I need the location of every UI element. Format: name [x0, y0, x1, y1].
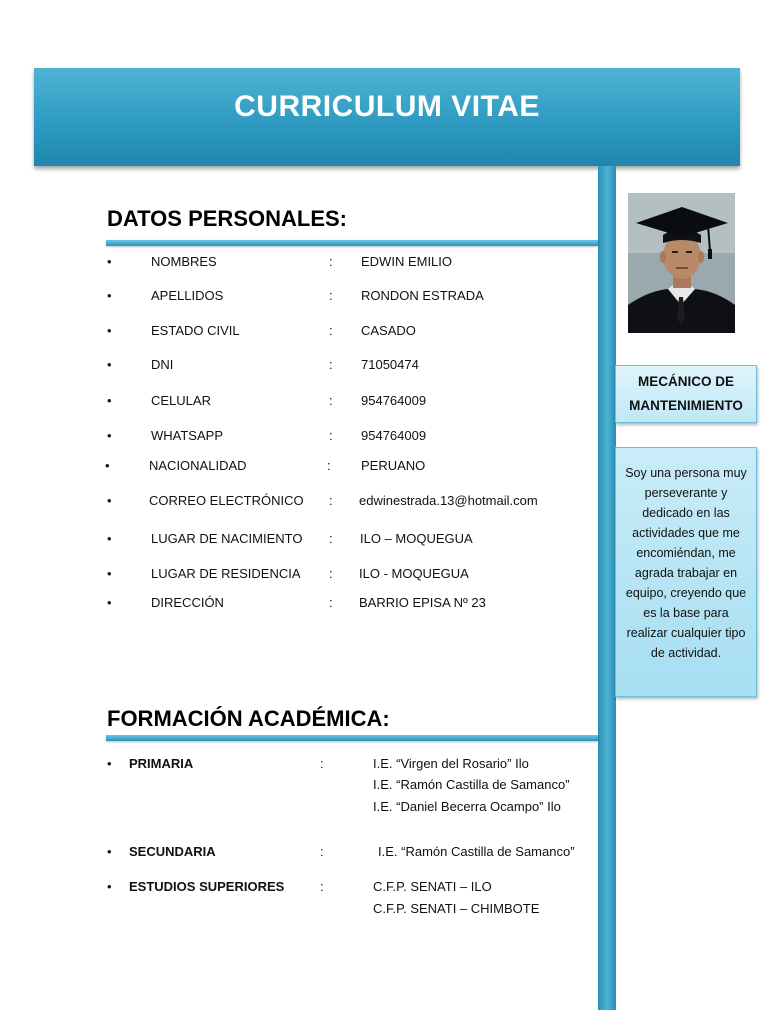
- personal-row: [0, 531, 598, 551]
- profile-line: realizar cualquier tipo: [626, 626, 746, 640]
- colon: :: [320, 879, 324, 894]
- school-name: I.E. “Virgen del Rosario” Ilo: [373, 756, 529, 771]
- field-label: DNI: [151, 357, 174, 372]
- field-value: EDWIN EMILIO: [361, 254, 453, 269]
- personal-row: [0, 323, 598, 343]
- profile-line: agrada trabajar en: [634, 566, 738, 580]
- personal-row: [0, 254, 598, 274]
- school-name: I.E. “Ramón Castilla de Samanco”: [373, 777, 570, 792]
- colon: :: [329, 428, 333, 443]
- personal-row: [0, 595, 598, 615]
- colon: :: [329, 493, 333, 508]
- field-value: 71050474: [361, 357, 419, 372]
- field-label: WHATSAPP: [151, 428, 223, 443]
- personal-row: [0, 493, 598, 513]
- bullet: •: [107, 254, 112, 269]
- school-name: C.F.P. SENATI – CHIMBOTE: [373, 901, 540, 916]
- bullet: •: [107, 493, 112, 508]
- personal-row: [0, 357, 598, 377]
- field-value: ILO - MOQUEGUA: [359, 566, 469, 581]
- colon: :: [329, 531, 333, 546]
- field-label: DIRECCIÓN: [151, 595, 224, 610]
- bullet: •: [107, 531, 112, 546]
- section-divider-academic: [106, 735, 598, 741]
- bullet: •: [107, 879, 112, 894]
- profile-line: Soy una persona muy: [625, 466, 747, 480]
- bullet: •: [107, 393, 112, 408]
- bullet: •: [107, 288, 112, 303]
- field-label: PRIMARIA: [129, 756, 194, 771]
- personal-row: [0, 288, 598, 308]
- field-label: LUGAR DE NACIMIENTO: [151, 531, 303, 546]
- colon: :: [329, 288, 333, 303]
- bullet: •: [105, 458, 110, 473]
- profile-line: actividades que me: [632, 526, 740, 540]
- field-value: BARRIO EPISA Nº 23: [359, 595, 486, 610]
- profile-line: perseverante y: [644, 486, 728, 500]
- field-label: CELULAR: [151, 393, 211, 408]
- profile-line: es la base para: [643, 606, 729, 620]
- profile-line: de actividad.: [650, 646, 722, 660]
- field-value: ILO – MOQUEGUA: [360, 531, 473, 546]
- field-value: edwinestrada.13@hotmail.com: [359, 493, 538, 508]
- field-label: ESTADO CIVIL: [151, 323, 240, 338]
- vertical-accent-bar: [598, 166, 616, 1010]
- profile-summary-box: [615, 447, 757, 697]
- bullet: •: [107, 323, 112, 338]
- bullet: •: [107, 428, 112, 443]
- field-label: NOMBRES: [151, 254, 217, 269]
- profile-line: encomiéndan, me: [636, 546, 736, 560]
- role-title-line1: MECÁNICO DE: [637, 374, 734, 389]
- role-box: [615, 365, 757, 423]
- academic-row: [0, 756, 598, 776]
- field-label: ESTUDIOS SUPERIORES: [129, 879, 285, 894]
- personal-row: [0, 428, 598, 448]
- field-value: 954764009: [361, 393, 427, 408]
- field-value: CASADO: [361, 323, 416, 338]
- colon: :: [329, 393, 333, 408]
- profile-line: equipo, creyendo que: [625, 586, 747, 600]
- field-value: RONDON ESTRADA: [361, 288, 484, 303]
- academic-row: [0, 879, 598, 899]
- colon: :: [327, 458, 331, 473]
- bullet: •: [107, 357, 112, 372]
- personal-row: [0, 393, 598, 413]
- graduate-portrait-icon: [628, 193, 735, 333]
- bullet: •: [107, 595, 112, 610]
- colon: :: [329, 566, 333, 581]
- personal-row: [0, 566, 598, 586]
- colon: :: [329, 254, 333, 269]
- field-label: CORREO ELECTRÓNICO: [149, 493, 304, 508]
- header-banner: [34, 68, 740, 166]
- profile-line: dedicado en las: [642, 506, 730, 520]
- colon: :: [329, 595, 333, 610]
- field-value: PERUANO: [361, 458, 426, 473]
- personal-row: [0, 458, 598, 478]
- colon: :: [320, 844, 324, 859]
- field-value: 954764009: [361, 428, 427, 443]
- field-label: NACIONALIDAD: [149, 458, 247, 473]
- section-title-personal: DATOS PERSONALES:: [107, 206, 347, 231]
- role-title-line2: MANTENIMIENTO: [629, 398, 743, 413]
- section-title-academic: FORMACIÓN ACADÉMICA:: [107, 706, 390, 731]
- section-divider-personal: [106, 240, 598, 246]
- bullet: •: [107, 844, 112, 859]
- academic-row: [0, 844, 598, 864]
- school-name: I.E. “Daniel Becerra Ocampo” Ilo: [373, 799, 561, 814]
- field-label: LUGAR DE RESIDENCIA: [151, 566, 301, 581]
- colon: :: [320, 756, 324, 771]
- cv-title: CURRICULUM VITAE: [234, 90, 540, 123]
- profile-photo: [628, 193, 735, 333]
- bullet: •: [107, 756, 112, 771]
- school-name: I.E. “Ramón Castilla de Samanco”: [378, 844, 575, 859]
- colon: :: [329, 323, 333, 338]
- school-name: C.F.P. SENATI – ILO: [373, 879, 492, 894]
- field-label: SECUNDARIA: [129, 844, 216, 859]
- bullet: •: [107, 566, 112, 581]
- field-label: APELLIDOS: [151, 288, 224, 303]
- colon: :: [329, 357, 333, 372]
